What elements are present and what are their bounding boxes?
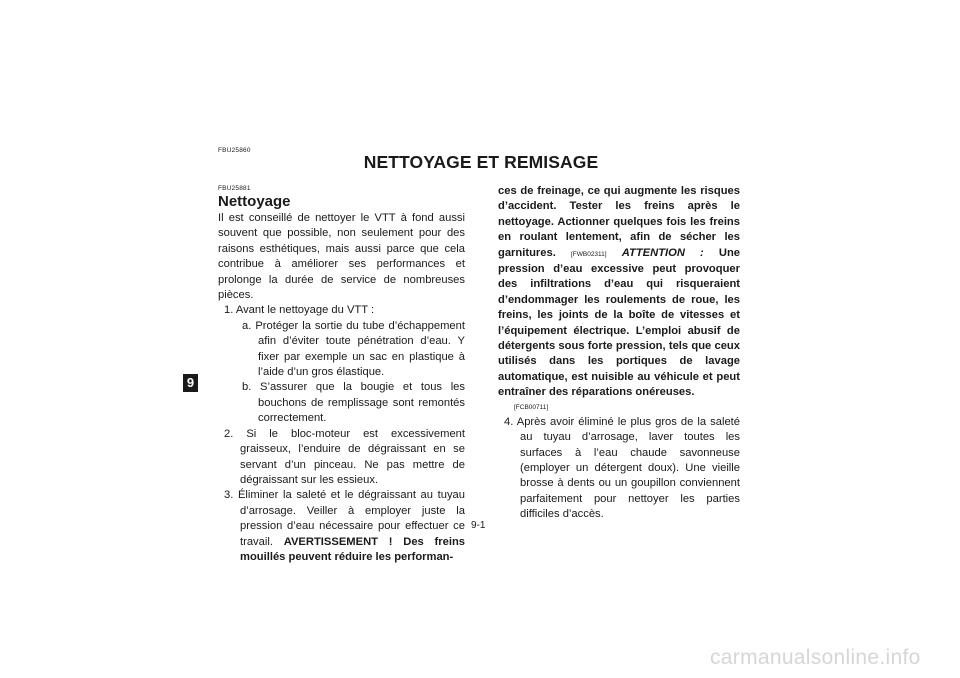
subsection-code: FBU25881 (218, 185, 251, 192)
list-item-3-text: 3. Éliminer la saleté et le dégraissant au tuyau d’arrosage. Veiller à employer juste la pression d’eau nécessaire pour effectuer ce travail. (224, 489, 465, 548)
caution-code: [FCB00711] (514, 403, 549, 411)
left-column (218, 184, 465, 565)
warning-code: [FWB02311] (570, 250, 607, 258)
intro-paragraph: Il est conseillé de nettoyer le VTT à fond aussi souvent que possible, non seulement pour des raisons esthétiques, mais aussi parce que cela contribue à améliorer ses performances et prolonge la durée de service de nombreuses pièces. (218, 212, 465, 302)
list-item-2: 2. Si le bloc-moteur est excessivement graisseux, l’enduire de dégraissant en se servant d’un pinceau. Ne pas mettre de dégraissant sur les essieux. (224, 427, 465, 486)
list-item-1b: b. S’assurer que la bougie et tous les bouchons de remplissage sont remontés correctement. (242, 381, 465, 425)
list-item-1a: a. Protéger la sortie du tube d’échappement afin d’éviter toute pénétration d’eau. Y fixer par exemple un sac en plastique à l’aide d’un gros élastique. (242, 319, 465, 379)
chapter-tab: 9 (183, 374, 198, 392)
page-title: NETTOYAGE ET REMISAGE (363, 152, 599, 172)
attention-label: ATTENTION : (621, 246, 704, 259)
section-code: FBU25860 (218, 147, 251, 154)
right-column (498, 184, 740, 523)
watermark[interactable]: carmanualsonline.info (710, 646, 921, 669)
page-number: 9-1 (471, 520, 486, 531)
list-item-4: 4. Après avoir éliminé le plus gros de la saleté au tuyau d’arrosage, laver toutes les surfaces à l’eau chaude savonneuse (employer un détergent doux). Une vieille brosse à dents ou un goupillon conviennent parfaitement pour nettoyer les parties difficiles d’accès. (504, 415, 740, 521)
warning-text-cont: ces de freinage, ce qui augmente les risques d’accident. Tester les freins après le nettoyage. Actionner quelques fois les freins en roulant lentement, afin de sécher les garnitures. (498, 185, 740, 259)
list-item-3 (218, 488, 465, 565)
list-item-1: 1. Avant le nettoyage du VTT : (224, 304, 375, 317)
attention-text: Une pression d’eau excessive peut provoquer des infiltrations d’eau qui risqueraient d’endommager les roulements de roue, les freins, les joints de la boîte de vitesses et l’équipement électrique. L’emploi abusif de détergents sous forte pression, tels que ceux utilisés dans les portiques de lavage automatique, est nuisible au véhicule et peut entraîner des réparations onéreuses. (498, 246, 741, 399)
warning-block (498, 184, 740, 401)
warning-text-start: AVERTISSEMENT ! Des freins mouillés peuvent réduire les performan- (240, 535, 465, 563)
section-heading: Nettoyage (218, 193, 291, 210)
